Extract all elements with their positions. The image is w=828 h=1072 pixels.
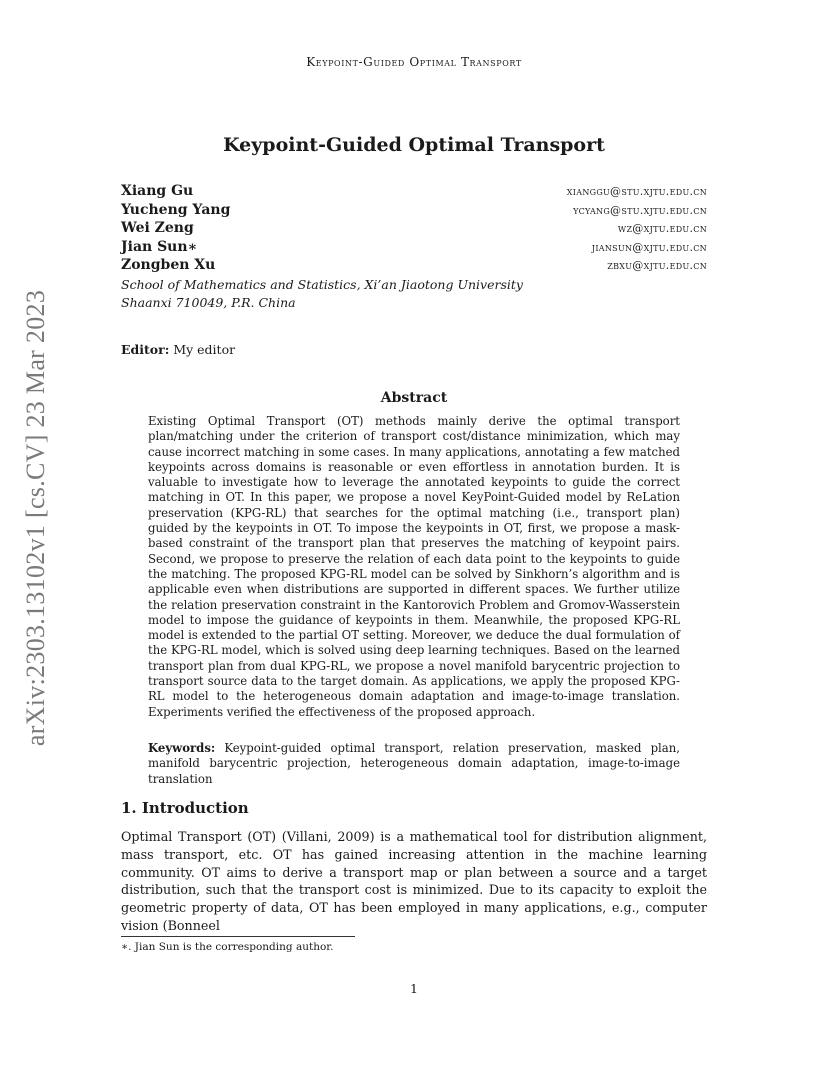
paper-title: Keypoint-Guided Optimal Transport: [223, 134, 605, 156]
author-email: zbxu@xjtu.edu.cn: [607, 259, 707, 272]
running-head: Keypoint-Guided Optimal Transport: [306, 55, 522, 69]
abstract-heading: Abstract: [380, 390, 448, 406]
keywords-text: Keypoint-guided optimal transport, relation preservation, masked plan, manifold barycentric projection, heterogeneous domain adaptation, image-to-image translation: [148, 741, 680, 786]
affiliation-address: Shaanxi 710049, P.R. China: [121, 295, 296, 310]
author-row: [121, 257, 707, 276]
editor-label: Editor:: [121, 342, 170, 357]
author-email: ycyang@stu.xjtu.edu.cn: [573, 203, 707, 217]
author-email: jiansun@xjtu.edu.cn: [591, 240, 707, 254]
author-email: wz@xjtu.edu.cn: [617, 222, 707, 235]
author-block: [121, 183, 707, 313]
editor-value: My editor: [173, 342, 236, 357]
author-email: xianggu@stu.xjtu.edu.cn: [566, 185, 707, 198]
arxiv-stamp: [20, 280, 52, 756]
author-name: Jian Sun∗: [121, 238, 198, 255]
section-heading: 1. Introduction: [121, 799, 249, 817]
author-row: [121, 183, 707, 202]
author-name: Xiang Gu: [121, 183, 194, 199]
author-row: [121, 220, 707, 239]
abstract-body: [148, 414, 680, 720]
keywords-label: Keywords:: [148, 741, 216, 755]
affiliation-line: School of Mathematics and Statistics, Xi’an Jiaotong University: [121, 276, 523, 292]
abstract-text: Existing Optimal Transport (OT) methods mainly derive the optimal transport plan/matching under the criterion of transport cost/distance minimization, which may cause incorrect matching in some cases. In many applications, annotating a few matched keypoints across domains is reasonable or even effortless in annotation burden. It is valuable to investigate how to leverage the annotated keypoints to guide the correct matching in OT. In this paper, we propose a novel KeyPoint-Guided model by ReLation preservation (KPG-RL) that searches for the optimal matching (i.e., transport plan) guided by the keypoints in OT. To impose the keypoints in OT, first, we propose a mask-based constraint of the transport plan that preserves the matching of keypoint pairs. Second, we propose to preserve the relation of each data point to the keypoints to guide the matching. The proposed KPG-RL model can be solved by Sinkhorn’s algorithm and is applicable even when distributions are supported in different spaces. We further utilize the relation preservation constraint in the Kantorovich Problem and Gromov-Wasserstein model to impose the guidance of keypoints in them. Meanwhile, the proposed KPG-RL model is extended to the partial OT setting. Moreover, we deduce the dual formulation of the KPG-RL model, which is solved using deep learning techniques. Based on the learned transport plan from dual KPG-RL, we propose a novel manifold barycentric projection to transport source data to the target domain. As applications, we apply the proposed KPG-RL model to the heterogeneous domain adaptation and image-to-image translation. Experiments verified the effectiveness of the proposed approach.: [148, 414, 680, 719]
author-row: [121, 202, 707, 221]
arxiv-stamp-text: arXiv:2303.13102v1 [cs.CV] 23 Mar 2023: [21, 289, 50, 747]
footnote-divider: [121, 936, 355, 937]
footnote: ∗. Jian Sun is the corresponding author.: [121, 941, 334, 953]
author-name: Wei Zeng: [121, 220, 194, 236]
author-name: Zongben Xu: [121, 257, 216, 273]
author-name: Yucheng Yang: [121, 201, 231, 218]
keywords-block: [148, 741, 680, 787]
page-number: 1: [410, 981, 418, 996]
author-row: [121, 239, 707, 258]
introduction-paragraph: Optimal Transport (OT) (Villani, 2009) is a mathematical tool for distribution alignment, mass transport, etc. OT has gained increasing attention in the machine learning community. OT aims to derive a transport map or plan between a source and a target distribution, such that the transport cost is minimized. Due to its capacity to exploit the geometric property of data, OT has been employed in many applications, e.g., computer vision (Bonneel: [121, 829, 707, 933]
editor-line: [121, 342, 235, 357]
